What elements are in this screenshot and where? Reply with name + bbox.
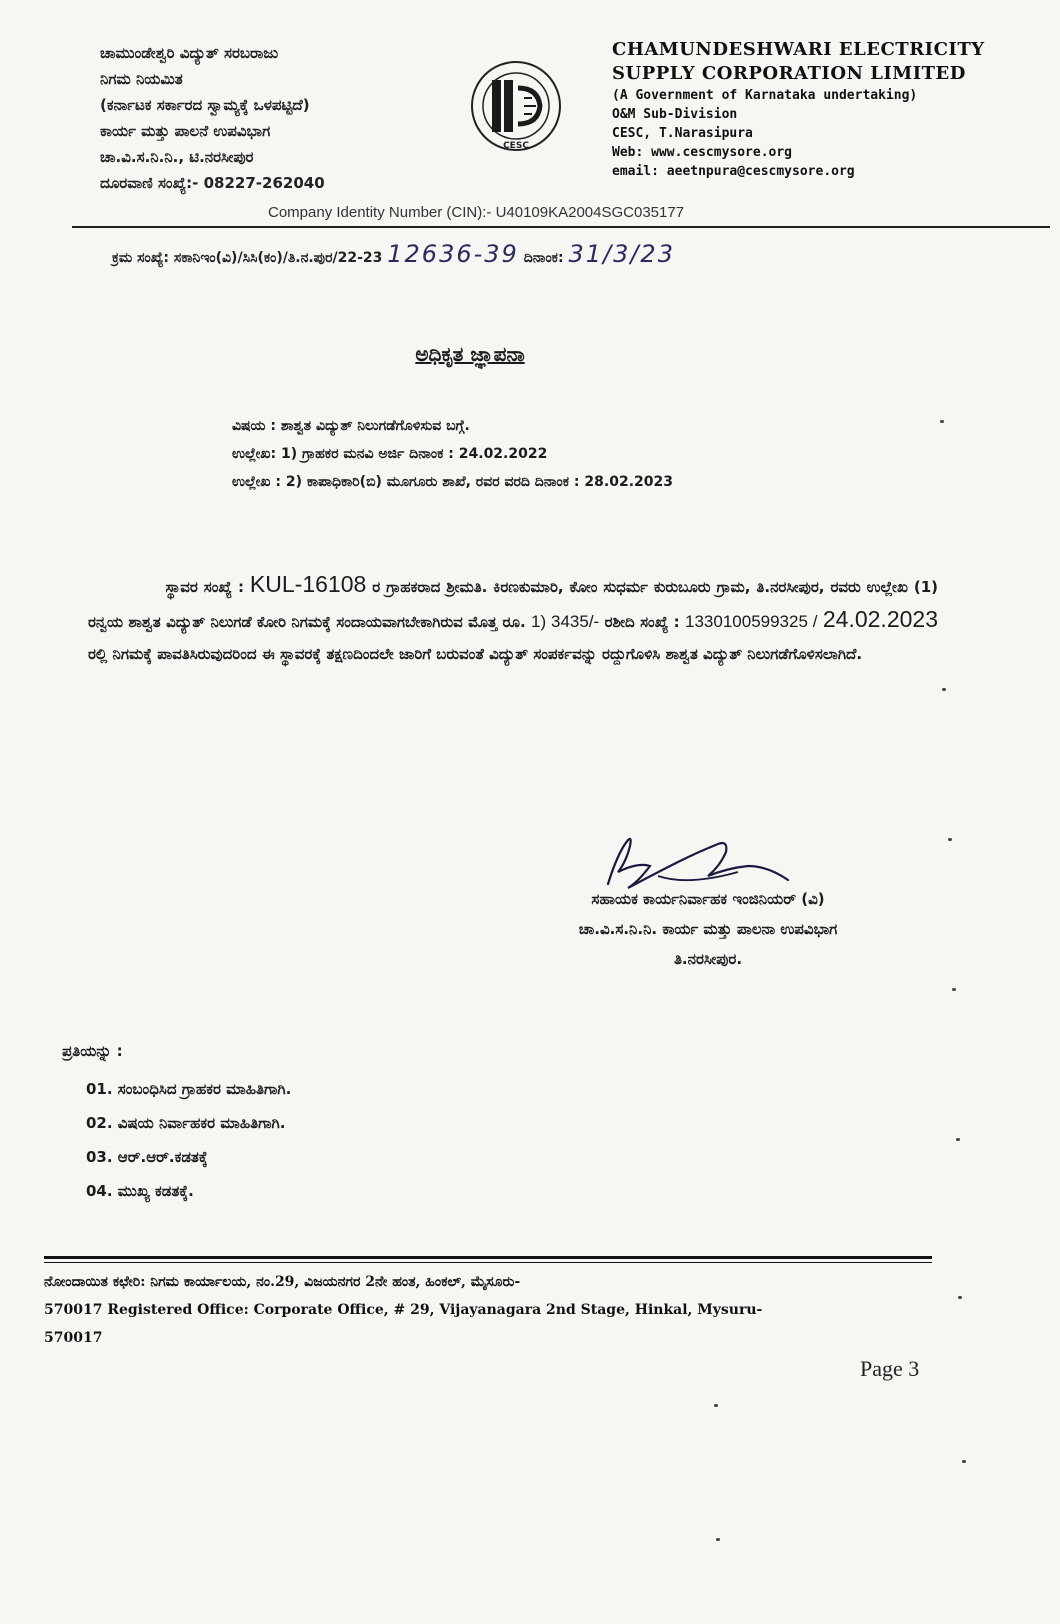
scan-speck: [948, 838, 952, 841]
signatory-block: [488, 884, 928, 974]
scan-speck: [716, 1538, 720, 1541]
list-item: 04. ಮುಖ್ಯ ಕಡತಕ್ಕೆ.: [86, 1182, 194, 1200]
footer-divider-thin: [44, 1262, 932, 1263]
company-name-line-1: CHAMUNDESHWARI ELECTRICITY: [612, 39, 985, 60]
amount: 1) 3435/-: [531, 612, 600, 631]
company-name-line-2: SUPPLY CORPORATION LIMITED: [612, 63, 966, 84]
kannada-line: (ಕರ್ನಾಟಕ ಸರ್ಕಾರದ ಸ್ವಾಮ್ಯಕ್ಕೆ ಒಳಪಟ್ಟಿದೆ): [100, 96, 310, 114]
cesc-logo: [468, 58, 564, 154]
kannada-line: ಚಾ.ವಿ.ಸ.ನಿ.ನಿ., ಟಿ.ನರಸೀಪುರ: [100, 148, 254, 166]
header-divider: [72, 226, 1050, 228]
scan-speck: [714, 1404, 718, 1407]
list-item: 02. ವಿಷಯ ನಿರ್ವಾಹಕರ ಮಾಹಿತಿಗಾಗಿ.: [86, 1114, 286, 1132]
subject-block: [232, 412, 673, 496]
body-paragraph: [88, 568, 938, 670]
signatory-designation: ಸಹಾಯಕ ಕಾರ್ಯನಿರ್ವಾಹಕ ಇಂಜಿನಿಯರ್ (ವಿ): [591, 890, 825, 908]
scan-speck: [958, 1296, 962, 1299]
date-label: ದಿನಾಂಕ:: [523, 250, 564, 266]
copies-heading: ಪ್ರತಿಯನ್ನು :: [62, 1042, 123, 1060]
footer-divider: [44, 1256, 932, 1259]
scan-speck: [956, 1138, 960, 1141]
scan-speck: [942, 688, 946, 691]
scan-speck: [940, 420, 944, 423]
kannada-letterhead: [100, 40, 460, 196]
handwritten-reference-number: 12636-39: [387, 240, 519, 268]
page-number: Page 3: [860, 1356, 920, 1381]
list-item: 01. ಸಂಬಂಧಿಸಿದ ಗ್ರಾಹಕರ ಮಾಹಿತಿಗಾಗಿ.: [86, 1080, 292, 1098]
email-line: email: aeetnpura@cescmysore.org: [612, 164, 855, 179]
kannada-line: ಕಾರ್ಯ ಮತ್ತು ಪಾಲನೆ ಉಪವಿಭಾಗ: [100, 122, 271, 140]
payment-date: 24.02.2023: [822, 606, 938, 632]
english-letterhead: [612, 38, 1052, 181]
letterhead-line: (A Government of Karnataka undertaking): [612, 88, 918, 103]
copies-list: [86, 1072, 291, 1208]
reference-2-line: ಉಲ್ಲೇಖ : 2) ಕಾಪಾಧಿಕಾರಿ(ಬಿ) ಮೂಗೂರು ಶಾಖೆ, ರವರ ವರದಿ ದಿನಾಂಕ : 28.02.2023: [232, 474, 673, 490]
signatory-office: ಚಾ.ವಿ.ಸ.ನಿ.ನಿ. ಕಾರ್ಯ ಮತ್ತು ಪಾಲನಾ ಉಪವಿಭಾಗ: [578, 920, 838, 938]
body-text: ರ ಗ್ರಾಹಕರಾದ ಶ್ರೀಮತಿ. ಕಿರಣಕುಮಾರಿ, ಕೋಂ ಸುಧರ್ಮ ಕುರುಬೂರು ಗ್ರಾಮ, ತಿ.ನರಸೀಪುರ, ರವರು ಉಲ್ಲೇಖ (1) ರನ್ವಯ ಶಾಶ್ವತ ವಿದ್ಯುತ್ ನಿಲುಗಡೆ ಕೋರಿ ನಿಗಮಕ್ಕೆ ಸಂದಾಯವಾಗಬೇಕಾಗಿರುವ ಮೊತ್ತ ರೂ.: [88, 578, 939, 631]
scan-speck: [962, 1460, 966, 1463]
footer-line: 570017 Registered Office: Corporate Office, # 29, Vijayanagara 2nd Stage, Hinkal, Mysuru-: [44, 1302, 763, 1318]
company-identity-number: Company Identity Number (CIN):- U40109KA2004SGC035177: [268, 204, 685, 221]
reference-1-line: ಉಲ್ಲೇಖ: 1) ಗ್ರಾಹಕರ ಮನವಿ ಅರ್ಜಿ ದಿನಾಂಕ : 24.02.2022: [232, 446, 548, 462]
kannada-line: ನಿಗಮ ನಿಯಮಿತ: [100, 70, 183, 88]
website-line: Web: www.cescmysore.org: [612, 145, 793, 160]
receipt-label: ರಶೀದಿ ಸಂಖ್ಯೆ :: [604, 613, 680, 631]
cesc-logo-icon: [468, 58, 564, 154]
installation-label: ಸ್ಥಾವರ ಸಂಖ್ಯೆ :: [165, 578, 244, 596]
letterhead-line: O&M Sub-Division: [612, 107, 738, 122]
document-title: ಅಧಿಕೃತ ಜ್ಞಾಪನಾ: [415, 342, 525, 366]
receipt-number: 1330100599325 /: [685, 612, 818, 631]
handwritten-date: 31/3/23: [568, 240, 675, 268]
list-item: 03. ಆರ್.ಆರ್.ಕಡತಕ್ಕೆ: [86, 1148, 208, 1166]
kannada-line: ದೂರವಾಣಿ ಸಂಖ್ಯೆ:- 08227-262040: [100, 174, 325, 192]
reference-label: ಕ್ರಮ ಸಂಖ್ಯೆ: ಸಕಾನಿಇಂ(ವಿ)/ಸಿಸಿ(ಕಂ)/ತಿ.ನ.ಪುರ/22-23: [112, 250, 383, 266]
footer-address: [44, 1268, 944, 1352]
logo-text: CESC: [503, 141, 529, 151]
scan-speck: [952, 988, 956, 991]
subject-line: ವಿಷಯ : ಶಾಶ್ವತ ವಿದ್ಯುತ್ ನಿಲುಗಡೆಗೊಳಿಸುವ ಬಗ್ಗೆ.: [232, 418, 470, 434]
letterhead-line: CESC, T.Narasipura: [612, 126, 753, 141]
kannada-line: ಚಾಮುಂಡೇಶ್ವರಿ ವಿದ್ಯುತ್ ಸರಬರಾಜು: [100, 44, 279, 62]
footer-line: 570017: [44, 1330, 103, 1346]
body-text-end: ರಲ್ಲಿ ನಿಗಮಕ್ಕೆ ಪಾವತಿಸಿರುವುದರಿಂದ ಈ ಸ್ಥಾವರಕ್ಕೆ ತಕ್ಷಣದಿಂದಲೇ ಜಾರಿಗೆ ಬರುವಂತೆ ವಿದ್ಯುತ್ ಸಂಪರ್ಕವನ್ನು ರದ್ದುಗೊಳಿಸಿ ಶಾಶ್ವತ ವಿದ್ಯುತ್ ನಿಲುಗಡೆಗೊಳಿಸಲಾಗಿದೆ.: [88, 645, 863, 663]
reference-line: [112, 240, 675, 268]
footer-line: ನೋಂದಾಯಿತ ಕಛೇರಿ: ನಿಗಮ ಕಾರ್ಯಾಲಯ, ನಂ.29, ವಿಜಯನಗರ 2ನೇ ಹಂತ, ಹಿಂಕಲ್, ಮೈಸೂರು-: [44, 1274, 521, 1290]
signatory-place: ತಿ.ನರಸೀಪುರ.: [673, 950, 743, 968]
account-number: KUL-16108: [249, 571, 367, 597]
